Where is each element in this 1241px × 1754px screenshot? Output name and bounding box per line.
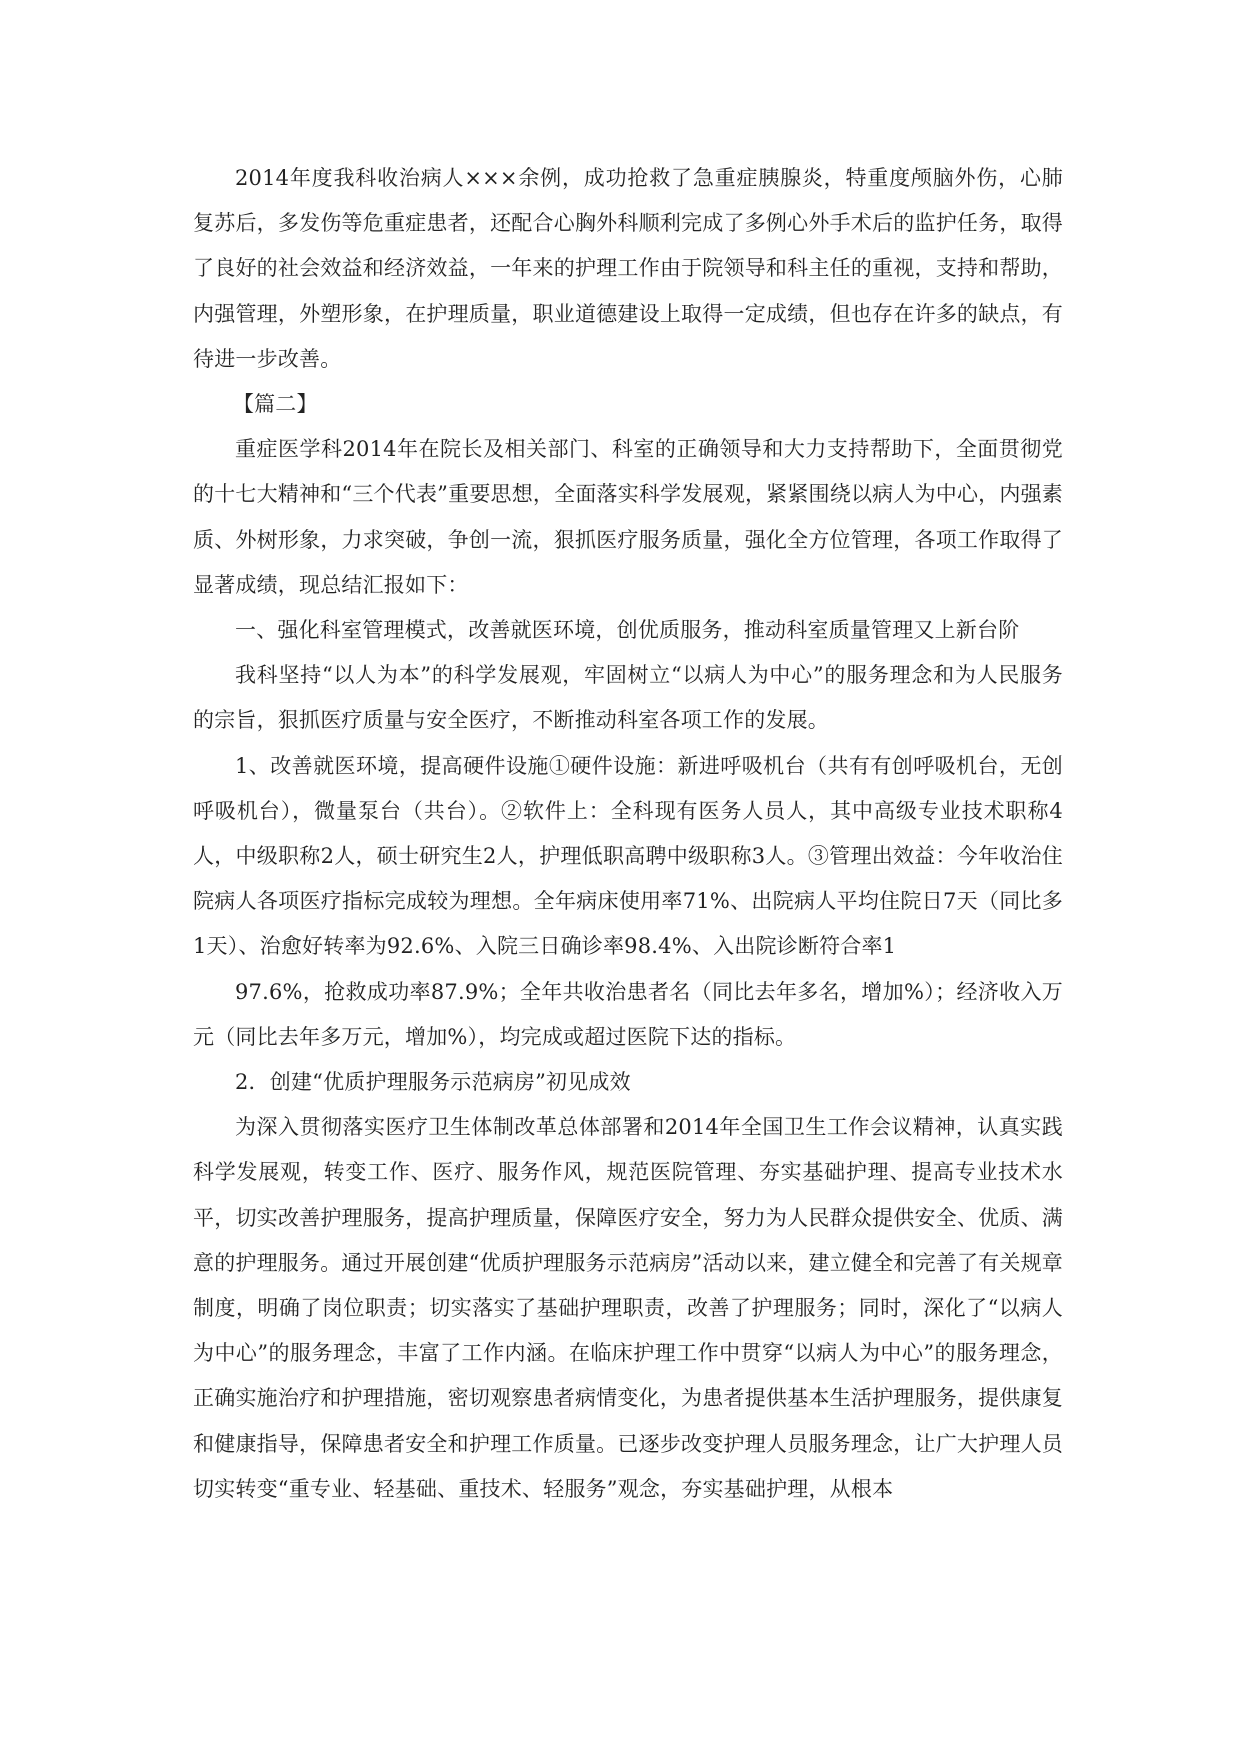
paragraph-statistics-continued: 97.6%，抢救成功率87.9%；全年共收治患者名（同比去年多名，增加%）；经济收入万元（同比去年多万元，增加%），均完成或超过医院下达的指标。 <box>193 979 1063 1049</box>
section-heading-part-two: 【篇二】 <box>232 392 318 417</box>
paragraph-intro-icu: 重症医学科2014年在院长及相关部门、科室的正确领导和大力支持帮助下，全面贯彻党的十七大精神和“三个代表”重要思想，全面落实科学发展观，紧紧围绕以病人为中心，内强素质、外树形象，力求突破，争创一流，狠抓医疗服务质量，强化全方位管理，各项工作取得了显著成绩，现总结汇报如下： <box>193 437 1063 597</box>
paragraph-people-oriented: 我科坚持“以人为本”的科学发展观，牢固树立“以病人为中心”的服务理念和为人民服务的宗旨，狠抓医疗质量与安全医疗，不断推动科室各项工作的发展。 <box>193 663 1063 733</box>
paragraph-quality-nursing: 为深入贯彻落实医疗卫生体制改革总体部署和2014年全国卫生工作会议精神，认真实践科学发展观，转变工作、医疗、服务作风，规范医院管理、夯实基础护理、提高专业技术水平，切实改善护理服务，提高护理质量，保障医疗安全，努力为人民群众提供安全、优质、满意的护理服务。通过开展创建“优质护理服务示范病房”活动以来，建立健全和完善了有关规章制度，明确了岗位职责；切实落实了基础护理职责，改善了护理服务；同时，深化了“以病人为中心”的服务理念，丰富了工作内涵。在临床护理工作中贯穿“以病人为中心”的服务理念，正确实施治疗和护理措施，密切观察患者病情变化，为患者提供基本生活护理服务，提供康复和健康指导，保障患者安全和护理工作质量。已逐步改变护理人员服务理念，让广大护理人员切实转变“重专业、轻基础、重技术、轻服务”观念，夯实基础护理，从根本 <box>193 1115 1063 1501</box>
section-heading-1: 一、强化科室管理模式，改善就医环境，创优质服务，推动科室质量管理又上新台阶 <box>235 618 1020 643</box>
document-body <box>193 156 1063 1512</box>
section-heading-2: 2．创建“优质护理服务示范病房”初见成效 <box>235 1070 631 1095</box>
paragraph-summary-2014: 2014年度我科收治病人×××余例，成功抢救了急重症胰腺炎，特重度颅脑外伤，心肺复苏后，多发伤等危重症患者，还配合心胸外科顺利完成了多例心外手术后的监护任务，取得了良好的社会效益和经济效益，一年来的护理工作由于院领导和科主任的重视，支持和帮助，内强管理，外塑形象，在护理质量，职业道德建设上取得一定成绩，但也存在许多的缺点，有待进一步改善。 <box>193 166 1063 371</box>
paragraph-environment-improvement: 1、改善就医环境，提高硬件设施①硬件设施：新进呼吸机台（共有有创呼吸机台，无创呼吸机台），微量泵台（共台）。②软件上：全科现有医务人员人，其中高级专业技术职称4人，中级职称2人，硕士研究生2人，护理低职高聘中级职称3人。③管理出效益：今年收治住院病人各项医疗指标完成较为理想。全年病床使用率71%、出院病人平均住院日7天（同比多1天）、治愈好转率为92.6%、入院三日确诊率98.4%、入出院诊断符合率1 <box>193 753 1063 959</box>
